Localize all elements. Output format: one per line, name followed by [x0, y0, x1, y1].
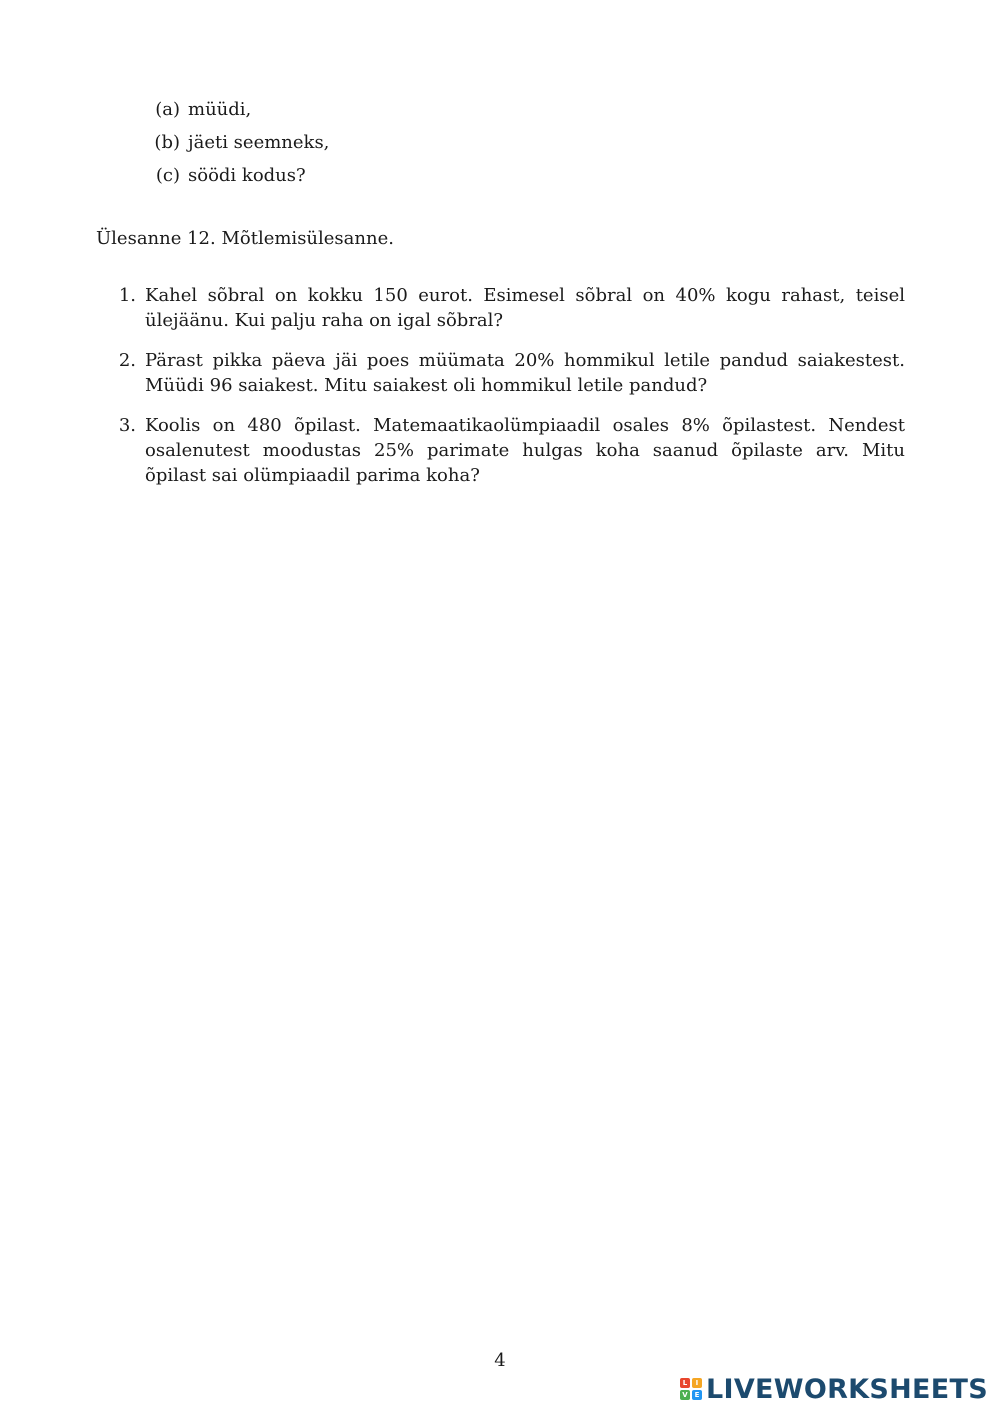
problem-text: Kahel sõbral on kokku 150 eurot. Esimesel sõbral on 40% kogu rahast, teisel ülejäänu. Kui palju raha on igal sõbral?: [145, 285, 905, 331]
logo-mark-tile: E: [692, 1390, 702, 1400]
sub-question-b: [150, 126, 329, 159]
logo-mark-tile: I: [692, 1378, 702, 1388]
problem-number: 3.: [118, 415, 136, 436]
problem-list: [110, 283, 905, 503]
sub-question-text: söödi kodus?: [188, 165, 306, 186]
problem-text: Pärast pikka päeva jäi poes müümata 20% hommikul letile pandud saiakestest. Müüdi 96 saiakest. Mitu saiakest oli hommikul letile pandud?: [145, 350, 905, 396]
sub-question-list: [150, 93, 329, 192]
problem-item-2: [110, 348, 905, 398]
logo-mark-tile: L: [680, 1378, 690, 1388]
liveworksheets-logo-icon: [680, 1378, 702, 1400]
sub-question-marker: (b): [154, 132, 180, 153]
logo-mark-tile: V: [680, 1390, 690, 1400]
problem-number: 2.: [118, 350, 136, 371]
logo-text: LIVEWORKSHEETS: [705, 1373, 988, 1405]
problem-text: Koolis on 480 õpilast. Matemaatikaolümpiaadil osales 8% õpilastest. Nendest osalenutest moodustas 25% parimate hulgas koha saanud õpilaste arv. Mitu õpilast sai olümpiaadil parima koha?: [145, 415, 905, 486]
problem-item-3: [110, 413, 905, 488]
liveworksheets-logo[interactable]: [680, 1372, 988, 1406]
sub-question-text: jäeti seemneks,: [188, 132, 330, 153]
sub-question-marker: (c): [155, 165, 180, 186]
task-heading: Ülesanne 12. Mõtlemisülesanne.: [96, 228, 394, 249]
sub-question-c: [150, 159, 329, 192]
problem-number: 1.: [118, 285, 136, 306]
sub-question-text: müüdi,: [188, 99, 252, 120]
sub-question-marker: (a): [155, 99, 180, 120]
problem-item-1: [110, 283, 905, 333]
sub-question-a: [150, 93, 329, 126]
page-number: 4: [494, 1350, 506, 1371]
